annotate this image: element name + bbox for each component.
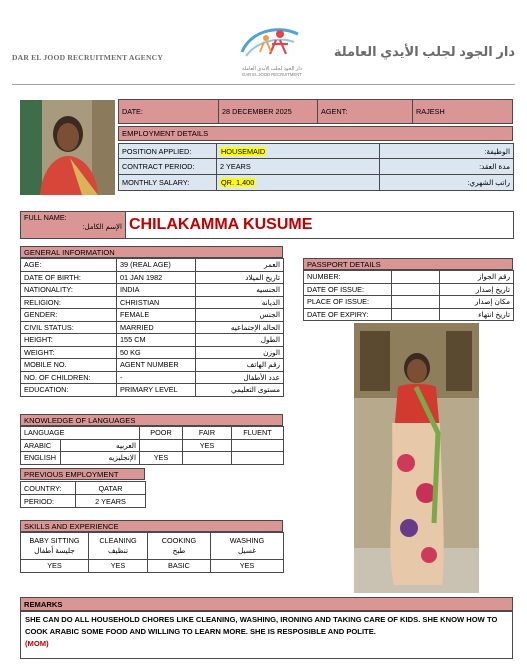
language-row-arabic: ARABIC العربيه YES bbox=[21, 439, 284, 452]
remarks-note: (MOM) bbox=[25, 639, 49, 648]
skills-table bbox=[20, 532, 284, 573]
agency-name-en: DAR EL JOOD RECRUITMENT AGENCY bbox=[12, 53, 164, 62]
position-value: HOUSEMAID bbox=[221, 146, 266, 156]
previous-row: PERIOD: 2 YEARS bbox=[21, 495, 146, 508]
contract-period-value: 2 YEARS bbox=[217, 159, 380, 175]
general-info-row: NATIONALITY: INDIA الجنسيه bbox=[21, 284, 284, 297]
passport-details-header: PASSPORT DETAILS bbox=[303, 258, 513, 270]
previous-row: COUNTRY: QATAR bbox=[21, 482, 146, 495]
employment-details-header: EMPLOYMENT DETAILS bbox=[118, 126, 513, 141]
full-name-table bbox=[20, 211, 514, 239]
previous-employment-header: PREVIOUS EMPLOYMENT bbox=[20, 468, 145, 480]
logo-mark-icon bbox=[236, 22, 308, 64]
date-value: 28 DECEMBER 2025 bbox=[219, 100, 318, 124]
remarks-text: SHE CAN DO ALL HOUSEHOLD CHORES LIKE CLEANING, WASHING, IRONING AND TAKING CARE OF KIDS. SHE KNOW HOW TO COOK ARABIC SOME FOOD AND WILLING TO LEARN MORE. SHE IS RESPOSIBLE AND POLITE. bbox=[25, 615, 498, 636]
general-info-row: GENDER: FEMALE الجنس bbox=[21, 309, 284, 322]
previous-employment-table bbox=[20, 481, 146, 508]
languages-header-row: LANGUAGE POOR FAIR FLUENT bbox=[21, 427, 284, 440]
general-info-row: HEIGHT: 155 CM الطول bbox=[21, 334, 284, 347]
general-info-row: EDUCATION: PRIMARY LEVEL مستوى التعليمي bbox=[21, 384, 284, 397]
logo-caption-ar: دار الجود لجلب الأيدي العاملة bbox=[242, 66, 302, 72]
general-info-row: RELIGION: CHRISTIAN الديانه bbox=[21, 296, 284, 309]
agent-value-table bbox=[412, 99, 513, 124]
date-label: DATE: bbox=[119, 100, 219, 124]
passport-row: NUMBER: رقم الجواز bbox=[304, 271, 514, 284]
language-row-english: ENGLISH الإنجليزيه YES bbox=[21, 452, 284, 465]
candidate-portrait-photo bbox=[20, 100, 115, 195]
languages-table bbox=[20, 426, 284, 465]
general-info-row: WEIGHT: 50 KG الوزن bbox=[21, 346, 284, 359]
general-info-row: MOBILE NO. AGENT NUMBER رقم الهاتف bbox=[21, 359, 284, 372]
agent-label: AGENT: bbox=[318, 100, 413, 124]
remarks-box bbox=[20, 611, 513, 659]
full-name-label-ar: الإسم الكامل: bbox=[82, 224, 122, 231]
full-name-label: FULL NAME: bbox=[24, 213, 67, 222]
agency-logo bbox=[236, 22, 308, 80]
logo-caption-en: DAR EL JOOD RECRUITMENT bbox=[242, 72, 302, 77]
header-divider bbox=[12, 84, 515, 85]
passport-row: DATE OF EXPIRY: تاريخ انتهاء bbox=[304, 308, 514, 321]
date-agent-table bbox=[118, 99, 413, 124]
salary-value: QR. 1,400 bbox=[221, 178, 255, 187]
skills-label-row: BABY SITTING جليسة أطفال CLEANING تنظيف COOKING طبخ WASHING غسيل bbox=[21, 533, 284, 560]
general-info-row: CIVIL STATUS: MARRIED الحاله الإجتماعيه bbox=[21, 321, 284, 334]
general-info-row: DATE OF BIRTH: 01 JAN 1982 تاريخ الميلاد bbox=[21, 271, 284, 284]
employment-row: POSITION APPLIED: HOUSEMAID الوظيفة: bbox=[119, 144, 514, 159]
general-info-row: NO. OF CHILDREN: - عدد الأطفال bbox=[21, 371, 284, 384]
general-info-table bbox=[20, 258, 284, 397]
employment-details-table bbox=[118, 143, 514, 191]
passport-row: PLACE OF ISSUE: مكان إصدار bbox=[304, 296, 514, 309]
languages-header: KNOWLEDGE OF LANGUAGES bbox=[20, 414, 283, 426]
skills-value-row: YES YES BASIC YES bbox=[21, 560, 284, 573]
skills-header: SKILLS AND EXPERIENCE bbox=[20, 520, 283, 532]
full-name-value: CHILAKAMMA KUSUME bbox=[126, 212, 514, 239]
remarks-header: REMARKS bbox=[20, 597, 513, 611]
agent-value: RAJESH bbox=[413, 100, 513, 124]
candidate-full-body-photo bbox=[354, 323, 479, 593]
passport-row: DATE OF ISSUE: تاريخ إصدار bbox=[304, 283, 514, 296]
passport-details-table bbox=[303, 270, 514, 321]
agency-name-ar: دار الجود لجلب الأيدي العاملة bbox=[333, 44, 515, 59]
employment-row: CONTRACT PERIOD: 2 YEARS مدة العقد: bbox=[119, 159, 514, 175]
general-info-row: AGE: 39 (REAL AGE) العمر bbox=[21, 259, 284, 272]
general-info-header: GENERAL INFORMATION bbox=[20, 246, 283, 258]
employment-row: MONTHLY SALARY: QR. 1,400 راتب الشهري: bbox=[119, 175, 514, 191]
